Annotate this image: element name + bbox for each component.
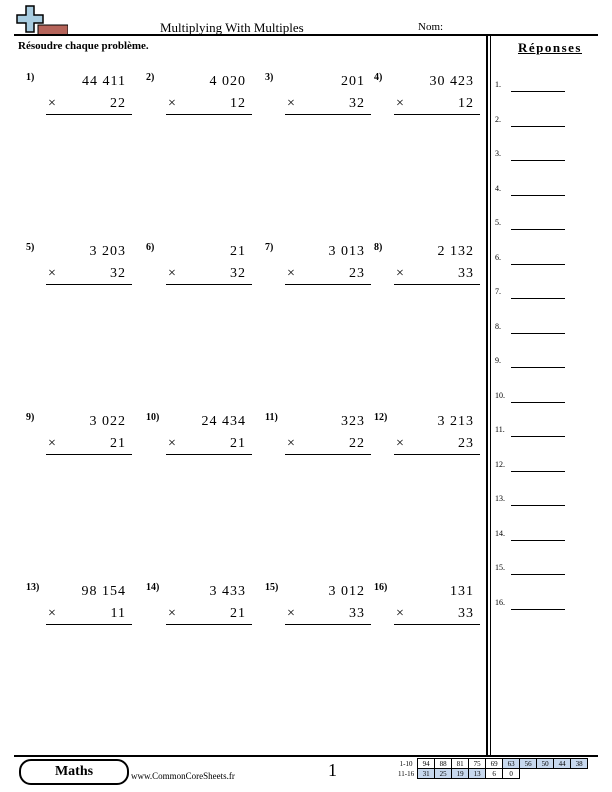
answer-row <box>495 425 595 439</box>
times-sign: × <box>396 606 404 621</box>
answer-row <box>495 529 595 543</box>
times-sign: × <box>287 436 295 451</box>
multiplicand: 3 213 <box>437 414 474 429</box>
problem-number: 16) <box>374 582 388 593</box>
answer-blank[interactable] <box>511 229 565 230</box>
multiplier: 33 <box>458 606 474 621</box>
answer-blank[interactable] <box>511 505 565 506</box>
multiplier: 11 <box>110 606 126 621</box>
problem-number: 11) <box>265 412 278 423</box>
problem-number: 4) <box>374 72 383 83</box>
multiplicand: 131 <box>450 584 474 599</box>
score-cell: 25 <box>435 769 452 779</box>
problem-12 <box>374 412 474 472</box>
score-row-label: 11-16 <box>398 769 415 778</box>
name-label: Nom: <box>418 21 444 33</box>
multiplier: 33 <box>458 266 474 281</box>
answer-blank[interactable] <box>511 91 565 92</box>
multiplicand: 2 132 <box>437 244 474 259</box>
answer-row <box>495 253 595 267</box>
problem-11 <box>265 412 365 472</box>
instructions: Résoudre chaque problème. <box>18 40 149 52</box>
score-row-label: 1-10 <box>399 759 413 768</box>
times-sign: × <box>48 266 56 281</box>
answer-number: 14. <box>495 528 505 538</box>
answer-number: 12. <box>495 459 505 469</box>
times-sign: × <box>48 436 56 451</box>
score-cell: 6 <box>486 769 503 779</box>
times-sign: × <box>287 96 295 111</box>
answer-bar <box>46 624 132 625</box>
multiplicand: 44 411 <box>82 74 126 89</box>
score-cell: 75 <box>469 759 486 769</box>
multiplicand: 3 203 <box>89 244 126 259</box>
plus-logo-icon <box>16 5 68 37</box>
answer-row <box>495 149 595 163</box>
problem-15 <box>265 582 365 642</box>
answer-blank[interactable] <box>511 402 565 403</box>
times-sign: × <box>48 606 56 621</box>
problem-13 <box>26 582 126 642</box>
score-cell: 88 <box>435 759 452 769</box>
problem-number: 14) <box>146 582 160 593</box>
answer-bar <box>166 624 252 625</box>
multiplicand: 201 <box>341 74 365 89</box>
answer-bar <box>394 454 480 455</box>
problem-8 <box>374 242 474 302</box>
multiplicand: 3 013 <box>328 244 365 259</box>
answers-title: Réponses <box>517 40 582 55</box>
times-sign: × <box>48 96 56 111</box>
answer-row <box>495 356 595 370</box>
problem-3 <box>265 72 365 132</box>
answer-bar <box>394 114 480 115</box>
times-sign: × <box>287 606 295 621</box>
times-sign: × <box>396 96 404 111</box>
answer-number: 1. <box>495 80 501 89</box>
answer-blank[interactable] <box>511 126 565 127</box>
answer-row <box>495 218 595 232</box>
answer-bar <box>46 284 132 285</box>
score-cell: 44 <box>554 759 571 769</box>
answer-number: 2. <box>495 114 501 124</box>
score-row <box>396 769 588 779</box>
multiplier: 32 <box>230 266 246 281</box>
answer-blank[interactable] <box>511 264 565 265</box>
times-sign: × <box>396 266 404 281</box>
answer-blank[interactable] <box>511 471 565 472</box>
multiplier: 12 <box>458 96 474 111</box>
problem-number: 7) <box>265 242 274 253</box>
problem-number: 6) <box>146 242 155 253</box>
answer-row <box>495 494 595 508</box>
score-cell: 19 <box>452 769 469 779</box>
multiplicand: 4 020 <box>209 74 246 89</box>
answer-row <box>495 391 595 405</box>
answer-bar <box>285 114 371 115</box>
answer-blank[interactable] <box>511 540 565 541</box>
answer-blank[interactable] <box>511 574 565 575</box>
times-sign: × <box>168 606 176 621</box>
answer-row <box>495 322 595 336</box>
answer-number: 13. <box>495 494 505 503</box>
answer-row <box>495 184 595 198</box>
problem-2 <box>146 72 246 132</box>
answer-row <box>495 115 595 129</box>
score-table <box>396 758 588 779</box>
answer-bar <box>166 284 252 285</box>
answer-blank[interactable] <box>511 195 565 196</box>
score-row <box>396 759 588 769</box>
multiplier: 32 <box>110 266 126 281</box>
header-divider <box>14 34 598 36</box>
answer-bar <box>166 454 252 455</box>
multiplier: 21 <box>230 606 246 621</box>
score-cell: 56 <box>520 759 537 769</box>
problem-14 <box>146 582 246 642</box>
problem-16 <box>374 582 474 642</box>
problem-6 <box>146 242 246 302</box>
answer-number: 5. <box>495 218 501 227</box>
multiplicand: 3 433 <box>209 584 246 599</box>
problem-number: 13) <box>26 582 40 593</box>
problem-number: 12) <box>374 412 388 423</box>
worksheet-title: Multiplying With Multiples <box>160 20 304 35</box>
multiplicand: 21 <box>230 244 246 259</box>
answer-blank[interactable] <box>511 333 565 334</box>
answer-blank[interactable] <box>511 436 565 437</box>
answer-number: 3. <box>495 149 501 158</box>
score-cell: 63 <box>503 759 520 769</box>
answer-blank[interactable] <box>511 367 565 368</box>
answer-number: 16. <box>495 597 505 607</box>
multiplicand: 3 012 <box>328 584 365 599</box>
answer-bar <box>285 454 371 455</box>
multiplicand: 24 434 <box>201 414 246 429</box>
problem-number: 10) <box>146 412 160 423</box>
problem-7 <box>265 242 365 302</box>
multiplicand: 98 154 <box>81 584 126 599</box>
answer-column-divider <box>486 35 488 755</box>
answer-bar <box>394 284 480 285</box>
score-cell: 0 <box>503 769 520 779</box>
multiplicand: 30 423 <box>429 74 474 89</box>
answer-number: 15. <box>495 563 505 572</box>
multiplicand: 323 <box>341 414 365 429</box>
answer-number: 10. <box>495 390 505 400</box>
answer-column-divider-inner <box>490 35 491 755</box>
multiplier: 33 <box>349 606 365 621</box>
score-cell: 50 <box>537 759 554 769</box>
multiplier: 22 <box>110 96 126 111</box>
multiplier: 21 <box>110 436 126 451</box>
site-url[interactable]: www.CommonCoreSheets.fr <box>131 771 235 781</box>
times-sign: × <box>396 436 404 451</box>
problem-number: 8) <box>374 242 383 253</box>
score-cell: 38 <box>571 759 588 769</box>
problem-number: 1) <box>26 72 35 83</box>
problem-number: 9) <box>26 412 35 423</box>
score-cell: 69 <box>486 759 503 769</box>
problem-number: 5) <box>26 242 35 253</box>
answer-bar <box>46 454 132 455</box>
multiplicand: 3 022 <box>89 414 126 429</box>
problem-1 <box>26 72 126 132</box>
answer-bar <box>285 284 371 285</box>
problem-5 <box>26 242 126 302</box>
multiplier: 21 <box>230 436 246 451</box>
answer-bar <box>285 624 371 625</box>
times-sign: × <box>168 96 176 111</box>
page-number: 1 <box>328 760 337 780</box>
problem-9 <box>26 412 126 472</box>
subject-badge: Maths <box>19 759 129 785</box>
answer-number: 6. <box>495 252 501 262</box>
answer-number: 11. <box>495 425 505 434</box>
answer-row <box>495 598 595 612</box>
problem-10 <box>146 412 246 472</box>
answer-bar <box>394 624 480 625</box>
times-sign: × <box>168 266 176 281</box>
answer-row <box>495 287 595 301</box>
times-sign: × <box>287 266 295 281</box>
answer-number: 7. <box>495 287 501 296</box>
answer-bar <box>46 114 132 115</box>
answer-blank[interactable] <box>511 298 565 299</box>
answer-number: 9. <box>495 356 501 365</box>
multiplier: 22 <box>349 436 365 451</box>
problem-number: 2) <box>146 72 155 83</box>
answer-row <box>495 563 595 577</box>
answer-number: 4. <box>495 183 501 193</box>
answer-number: 8. <box>495 321 501 331</box>
answer-bar <box>166 114 252 115</box>
multiplier: 23 <box>349 266 365 281</box>
answer-blank[interactable] <box>511 160 565 161</box>
score-cell: 94 <box>418 759 435 769</box>
score-cell: 81 <box>452 759 469 769</box>
answer-row <box>495 460 595 474</box>
footer-divider <box>14 755 598 757</box>
times-sign: × <box>168 436 176 451</box>
problem-number: 3) <box>265 72 274 83</box>
problem-number: 15) <box>265 582 279 593</box>
score-cell: 13 <box>469 769 486 779</box>
multiplier: 32 <box>349 96 365 111</box>
problem-4 <box>374 72 474 132</box>
multiplier: 23 <box>458 436 474 451</box>
answer-blank[interactable] <box>511 609 565 610</box>
score-cell: 31 <box>418 769 435 779</box>
multiplier: 12 <box>230 96 246 111</box>
answer-row <box>495 80 595 94</box>
